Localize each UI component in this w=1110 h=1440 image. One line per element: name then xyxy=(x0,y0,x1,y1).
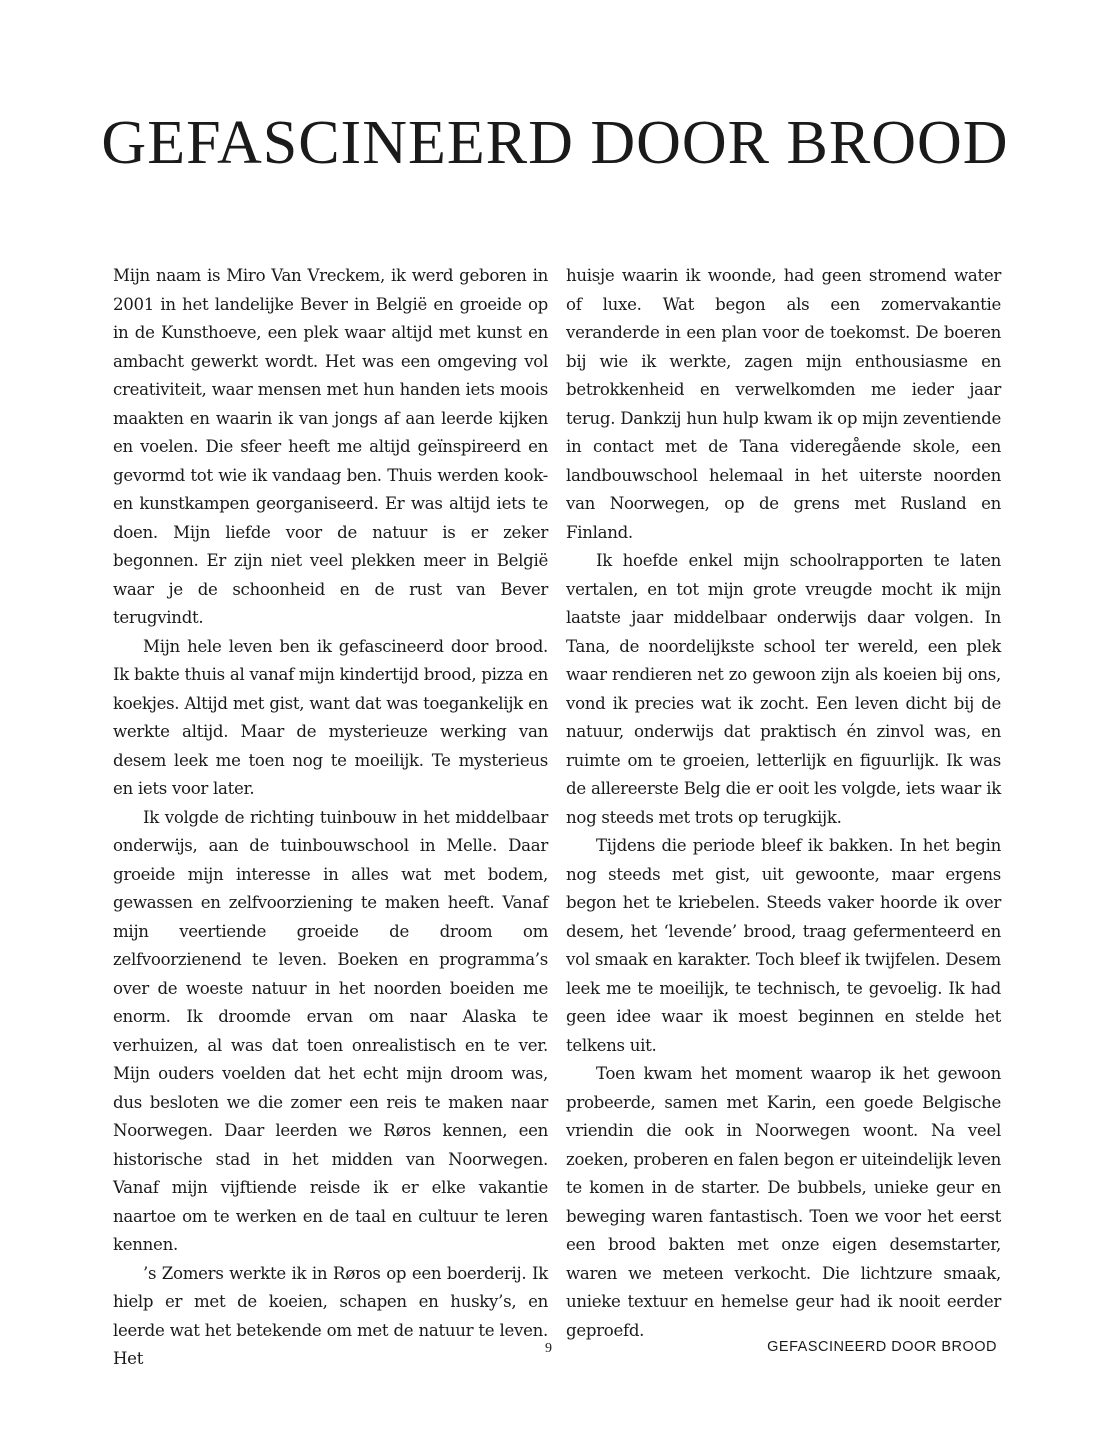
left-text-column xyxy=(113,262,548,1374)
paragraph: Mijn hele leven ben ik gefascineerd door brood. Ik bakte thuis al vanaf mijn kindertijd brood, pizza en koekjes. Altijd met gist, want dat was toegankelijk en werkte altijd. Maar de mysterieuze werking van desem leek me toen nog te moeilijk. Te mysterieus en iets voor later. xyxy=(113,636,548,798)
paragraph: Ik hoefde enkel mijn schoolrapporten te laten vertalen, en tot mijn grote vreugde mocht ik mijn laatste jaar middelbaar onderwijs daar volgen. In Tana, de noordelijkste school ter wereld, een plek waar rendieren net zo gewoon zijn als koeien bij ons, vond ik precies wat ik zocht. Een leven dicht bij de natuur, onderwijs dat praktisch én zinvol was, en ruimte om te groeien, letterlijk en figuurlijk. Ik was de allereerste Belg die er ooit les volgde, iets waar ik nog steeds met trots op terugkijk. xyxy=(566,551,1001,827)
running-header: GEFASCINEERD DOOR BROOD xyxy=(767,1339,997,1355)
paragraph: ’s Zomers werkte ik in Røros op een boerderij. Ik hielp er met de koeien, schapen en husky’s, en leerde wat het betekende om met de natuur te leven. Het xyxy=(113,1263,548,1368)
paragraph: Tijdens die periode bleef ik bakken. In het begin nog steeds met gist, uit gewoonte, maar ergens begon het te kriebelen. Steeds vaker hoorde ik over desem, het ‘levende’ brood, traag gefermenteerd en vol smaak en karakter. Toch bleef ik twijfelen. Desem leek me te moeilijk, te technisch, te gevoelig. Ik had geen idee waar ik moest beginnen en stelde het telkens uit. xyxy=(566,836,1001,1055)
paragraph: Mijn naam is Miro Van Vreckem, ik werd geboren in 2001 in het landelijke Bever in België en groeide op in de Kunsthoeve, een plek waar altijd met kunst en ambacht gewerkt wordt. Het was een omgeving vol creativiteit, waar mensen met hun handen iets moois maakten en waarin ik van jongs af aan leerde kijken en voelen. Die sfeer heeft me altijd geïnspireerd en gevormd tot wie ik vandaag ben. Thuis werden kook- en kunstkampen georganiseerd. Er was altijd iets te doen. Mijn liefde voor de natuur is er zeker begonnen. Er zijn niet veel plekken meer in België waar je de schoonheid en de rust van Bever terugvindt. xyxy=(113,266,548,627)
paragraph: Ik volgde de richting tuinbouw in het middelbaar onderwijs, aan de tuinbouwschool in Melle. Daar groeide mijn interesse in alles wat met bodem, gewassen en zelfvoorziening te maken heeft. Vanaf mijn veertiende groeide de droom om zelfvoorzienend te leven. Boeken en programma’s over de woeste natuur in het noorden boeiden me enorm. Ik droomde ervan om naar Alaska te verhuizen, al was dat toen onrealistisch en te ver. Mijn ouders voelden dat het echt mijn droom was, dus besloten we die zomer een reis te maken naar Noorwegen. Daar leerden we Røros kennen, een historische stad in het midden van Noorwegen. Vanaf mijn vijftiende reisde ik er elke vakantie naartoe om te werken en de taal en cultuur te leren kennen. xyxy=(113,807,548,1254)
paragraph: huisje waarin ik woonde, had geen stromend water of luxe. Wat begon als een zomervakantie veranderde in een plan voor de toekomst. De boeren bij wie ik werkte, zagen mijn enthousiasme en betrokkenheid en verwelkomden me ieder jaar terug. Dankzij hun hulp kwam ik op mijn zeventiende in contact met de Tana videregående skole, een landbouwschool helemaal in het uiterste noorden van Noorwegen, op de grens met Rusland en Finland. xyxy=(566,266,1001,542)
right-text-column xyxy=(566,262,1001,1345)
paragraph: Toen kwam het moment waarop ik het gewoon probeerde, samen met Karin, een goede Belgische vriendin die ook in Noorwegen woont. Na veel zoeken, proberen en falen begon er uiteindelijk leven te komen in de starter. De bubbels, unieke geur en beweging waren fantastisch. Toen we voor het eerst een brood bakten met onze eigen desemstarter, waren we meteen verkocht. Die lichtzure smaak, unieke textuur en hemelse geur had ik nooit eerder geproefd. xyxy=(566,1064,1001,1340)
chapter-title: GEFASCINEERD DOOR BROOD xyxy=(101,109,1009,177)
page-number: 9 xyxy=(545,1341,552,1356)
